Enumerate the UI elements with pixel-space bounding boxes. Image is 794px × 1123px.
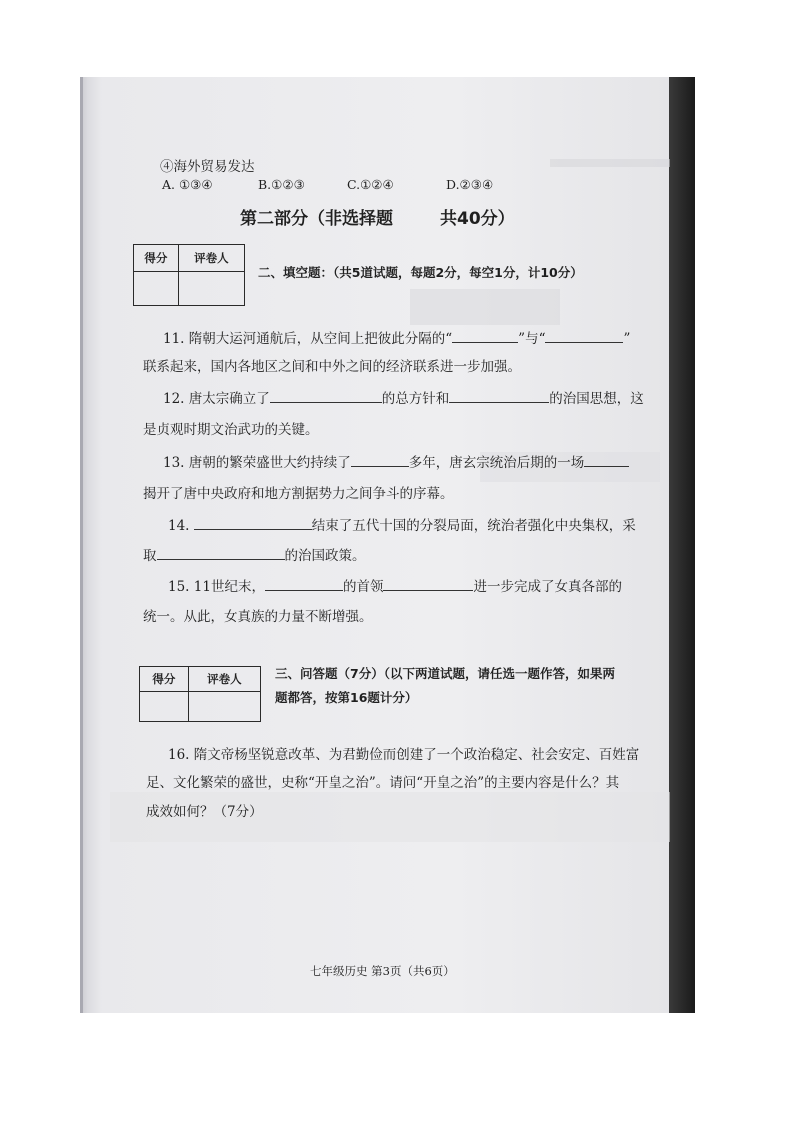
grader-label: 评卷人 [188, 667, 260, 692]
question-12-cont: 是贞观时期文治武功的关键。 [143, 422, 319, 438]
question-12 [163, 387, 644, 407]
question-15 [168, 575, 622, 595]
q15-text: 15. 11世纪末， [168, 579, 265, 595]
choice-b: B.①②③ [258, 177, 305, 192]
q15-text: 进一步完成了女真各部的 [473, 579, 622, 595]
question-11-cont: 联系起来，国内各地区之间和中外之间的经济联系进一步加强。 [143, 359, 521, 375]
question-15-cont: 统一。从此，女真族的力量不断增强。 [143, 609, 373, 625]
question-13 [163, 451, 629, 471]
bleed-through-mark [410, 289, 560, 325]
score-box [139, 666, 261, 722]
grader-label: 评卷人 [178, 245, 244, 272]
q15-blank-1[interactable] [265, 578, 343, 591]
choice-a: A. ①③④ [162, 177, 213, 192]
question-16-line1: 16. 隋文帝杨坚锐意改革、为君勤俭而创建了一个政治稳定、社会安定、百姓富 [168, 747, 640, 763]
choice-d: D.②③④ [446, 177, 494, 192]
question-16-line2: 足、文化繁荣的盛世，史称“开皇之治”。请问“开皇之治”的主要内容是什么？其 [146, 775, 620, 791]
bleed-through-mark [550, 159, 670, 167]
q13-text: 多年，唐玄宗统治后期的一场 [408, 455, 585, 471]
q13-blank-1[interactable] [351, 454, 409, 467]
question-14 [168, 514, 636, 534]
score-cell[interactable] [140, 692, 189, 722]
q12-blank-1[interactable] [270, 390, 382, 403]
q13-blank-2[interactable] [584, 454, 629, 467]
q12-text: 的总方针和 [381, 391, 450, 407]
q14-blank-1[interactable] [194, 517, 312, 530]
q11-blank-1[interactable] [452, 330, 518, 343]
question-14-cont [143, 544, 366, 564]
q13-text: 13. 唐朝的繁荣盛世大约持续了 [163, 455, 351, 471]
q11-text: 11. 隋朝大运河通航后，从空间上把彼此分隔的“ [163, 331, 453, 347]
grader-cell[interactable] [188, 692, 260, 722]
question-13-cont: 揭开了唐中央政府和地方割据势力之间争斗的序幕。 [143, 486, 454, 502]
page-left-shadow [80, 77, 83, 1013]
q12-blank-2[interactable] [449, 390, 549, 403]
question-11 [163, 327, 630, 347]
q14-text: 取 [143, 548, 157, 564]
q12-text: 的治国思想，这 [549, 391, 644, 407]
choice-c: C.①②④ [347, 177, 394, 192]
page-right-edge [669, 77, 695, 1013]
q12-text: 12. 唐太宗确立了 [163, 391, 270, 407]
q14-text: 结束了五代十国的分裂局面，统治者强化中央集权，采 [311, 518, 636, 534]
q14-text: 的治国政策。 [284, 548, 366, 564]
question-16-line3: 成效如何？（7分） [146, 804, 263, 820]
q11-text: ”与“ [518, 331, 546, 347]
score-box [133, 244, 245, 306]
score-cell[interactable] [134, 272, 179, 306]
score-label: 得分 [140, 667, 189, 692]
q11-blank-2[interactable] [545, 330, 623, 343]
q14-text: 14. [168, 518, 190, 534]
q15-blank-2[interactable] [383, 578, 473, 591]
score-label: 得分 [134, 245, 179, 272]
section3-title-line1: 三、问答题（7分）（以下两道试题，请任选一题作答，如果两 [275, 666, 615, 681]
part2-title: 第二部分（非选择题 [240, 209, 393, 229]
section2-title: 二、填空题：（共5道试题，每题2分，每空1分，计10分） [258, 265, 583, 280]
part2-score: 共40分） [440, 209, 515, 229]
q15-text: 的首领 [342, 579, 384, 595]
q14-blank-2[interactable] [157, 547, 285, 560]
option-item-4: ④海外贸易发达 [160, 159, 255, 175]
page-footer: 七年级历史 第3页（共6页） [310, 964, 455, 978]
q11-text: ” [623, 331, 631, 347]
grader-cell[interactable] [178, 272, 244, 306]
section3-title-line2: 题都答，按第16题计分） [275, 690, 418, 705]
